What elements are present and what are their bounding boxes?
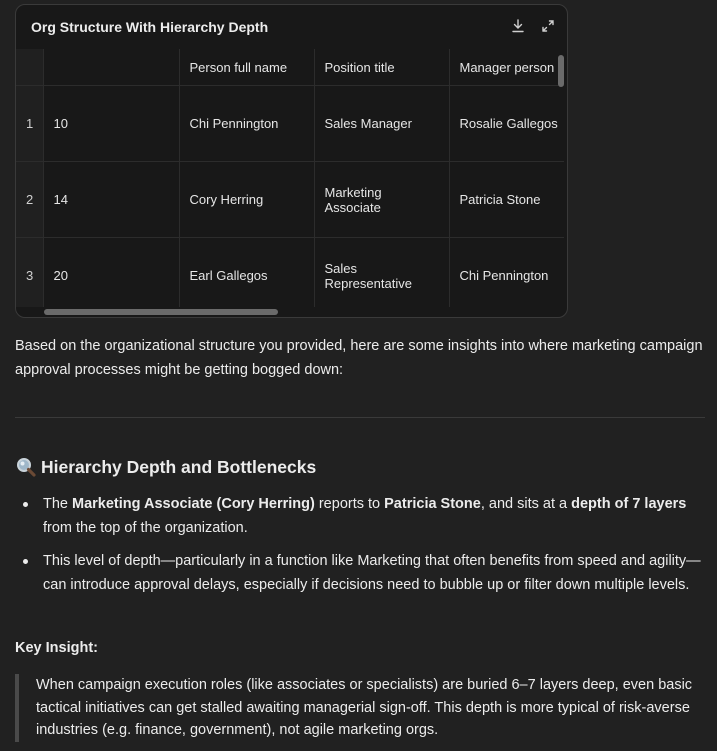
- column-header-id[interactable]: [43, 49, 179, 86]
- text: This level of depth—particularly in a function like Marketing that often benefits from speed and agility—can introduce approval delays, especially if decisions need to bubble up or filter down multiple levels.: [43, 553, 701, 593]
- column-header-person-full-name[interactable]: Person full name: [179, 49, 314, 86]
- text: The: [43, 496, 73, 512]
- list-item: [15, 549, 705, 597]
- expand-icon[interactable]: [541, 19, 555, 33]
- row-number: 3: [16, 238, 43, 308]
- bullet-dot: [23, 559, 28, 564]
- data-table: [16, 49, 564, 307]
- cell-id: 20: [43, 238, 179, 308]
- cell-position-title: Marketing Associate: [314, 162, 449, 238]
- header-row: [16, 49, 564, 86]
- data-grid: [16, 49, 567, 307]
- download-icon[interactable]: [511, 19, 525, 33]
- cell-manager-person: Chi Pennington: [449, 238, 564, 308]
- horizontal-scrollbar[interactable]: [44, 309, 278, 315]
- column-header-position-title[interactable]: Position title: [314, 49, 449, 86]
- cell-manager-person: Rosalie Gallegos: [449, 86, 564, 162]
- cell-person-full-name: Cory Herring: [179, 162, 314, 238]
- data-table-card: [15, 4, 568, 318]
- list-item: [15, 492, 705, 540]
- text: , and sits at a: [480, 496, 572, 512]
- divider: [15, 417, 705, 418]
- cell-person-full-name: Earl Gallegos: [179, 238, 314, 308]
- cell-position-title: Sales Representative: [314, 238, 449, 308]
- key-insight-label: Key Insight:: [15, 640, 98, 656]
- row-number: 1: [16, 86, 43, 162]
- section-heading: [15, 456, 316, 478]
- section-title: Hierarchy Depth and Bottlenecks: [41, 456, 317, 477]
- cell-id: 10: [43, 86, 179, 162]
- bold-text: depth of 7 layers: [571, 496, 687, 512]
- cell-id: 14: [43, 162, 179, 238]
- bold-text: Marketing Associate (Cory Herring): [72, 496, 315, 512]
- bullet-list: [15, 492, 705, 606]
- magnifier-icon: [15, 456, 37, 478]
- row-number: 2: [16, 162, 43, 238]
- table-row: [16, 86, 564, 162]
- text: reports to: [314, 496, 385, 512]
- column-header-manager-person[interactable]: Manager person: [449, 49, 564, 86]
- bold-text: Patricia Stone: [384, 496, 481, 512]
- table-row: [16, 162, 564, 238]
- row-number-header: [16, 49, 43, 86]
- bullet-dot: [23, 502, 28, 507]
- blockquote: When campaign execution roles (like associates or specialists) are buried 6–7 layers deep, even basic tactical initiatives can get stalled awaiting managerial sign-off. This depth is more typical of risk-averse industries (e.g. finance, government), not agile marketing orgs.: [15, 674, 705, 742]
- text: from the top of the organization.: [43, 520, 248, 536]
- cell-person-full-name: Chi Pennington: [179, 86, 314, 162]
- vertical-scrollbar[interactable]: [558, 55, 564, 87]
- table-row: [16, 238, 564, 308]
- cell-manager-person: Patricia Stone: [449, 162, 564, 238]
- card-actions: [511, 19, 555, 33]
- intro-paragraph: Based on the organizational structure you provided, here are some insights into where marketing campaign approval processes might be getting bogged down:: [15, 338, 703, 378]
- cell-position-title: Sales Manager: [314, 86, 449, 162]
- card-title: Org Structure With Hierarchy Depth: [31, 19, 269, 35]
